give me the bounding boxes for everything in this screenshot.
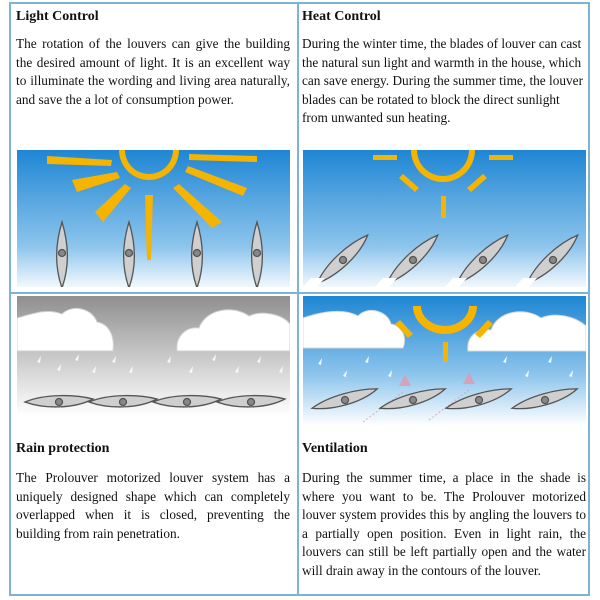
rain-protection-cell [16,440,290,543]
rain-protection-text: The Prolouver motorized louver system has a uniquely designed shape which can completely overlapped when it is closed, preventing the building from rain penetration. [16,470,290,541]
ventilation-text: During the summer time, a place in the shade is where you want to be. The Prolouver motorized louver system provides this by angling the louvers to a partially open position. Even in light rain, the louvers can still be left partially open and the water will drain away in the contours of the louver. [302,470,586,578]
ventilation-cell [302,440,586,581]
heat-control-text: During the winter time, the blades of louver can cast the natural sun light and warmth in the house, which can save energy. During the summer time, the louver blades can be rotated to block the direct sunlight from unwanted sun heating. [302,36,583,126]
heat-control-title: Heat Control [302,9,381,24]
light-control-text: The rotation of the louvers can give the building the desired amount of light. It is an excellent way to illuminate the wording and living area naturally, and save the a lot of consumption power. [16,36,290,107]
heat-control-cell [302,8,586,128]
light-control-title: Light Control [16,9,99,24]
rain-protection-illustration [17,296,290,416]
column-divider [297,4,299,594]
heat-control-illustration [303,150,586,287]
feature-table [9,2,590,596]
ventilation-title: Ventilation [302,441,368,456]
row-divider [11,292,588,294]
light-control-illustration [17,150,290,287]
light-control-cell [16,8,290,109]
ventilation-illustration [303,296,586,426]
rain-protection-title: Rain protection [16,441,110,456]
